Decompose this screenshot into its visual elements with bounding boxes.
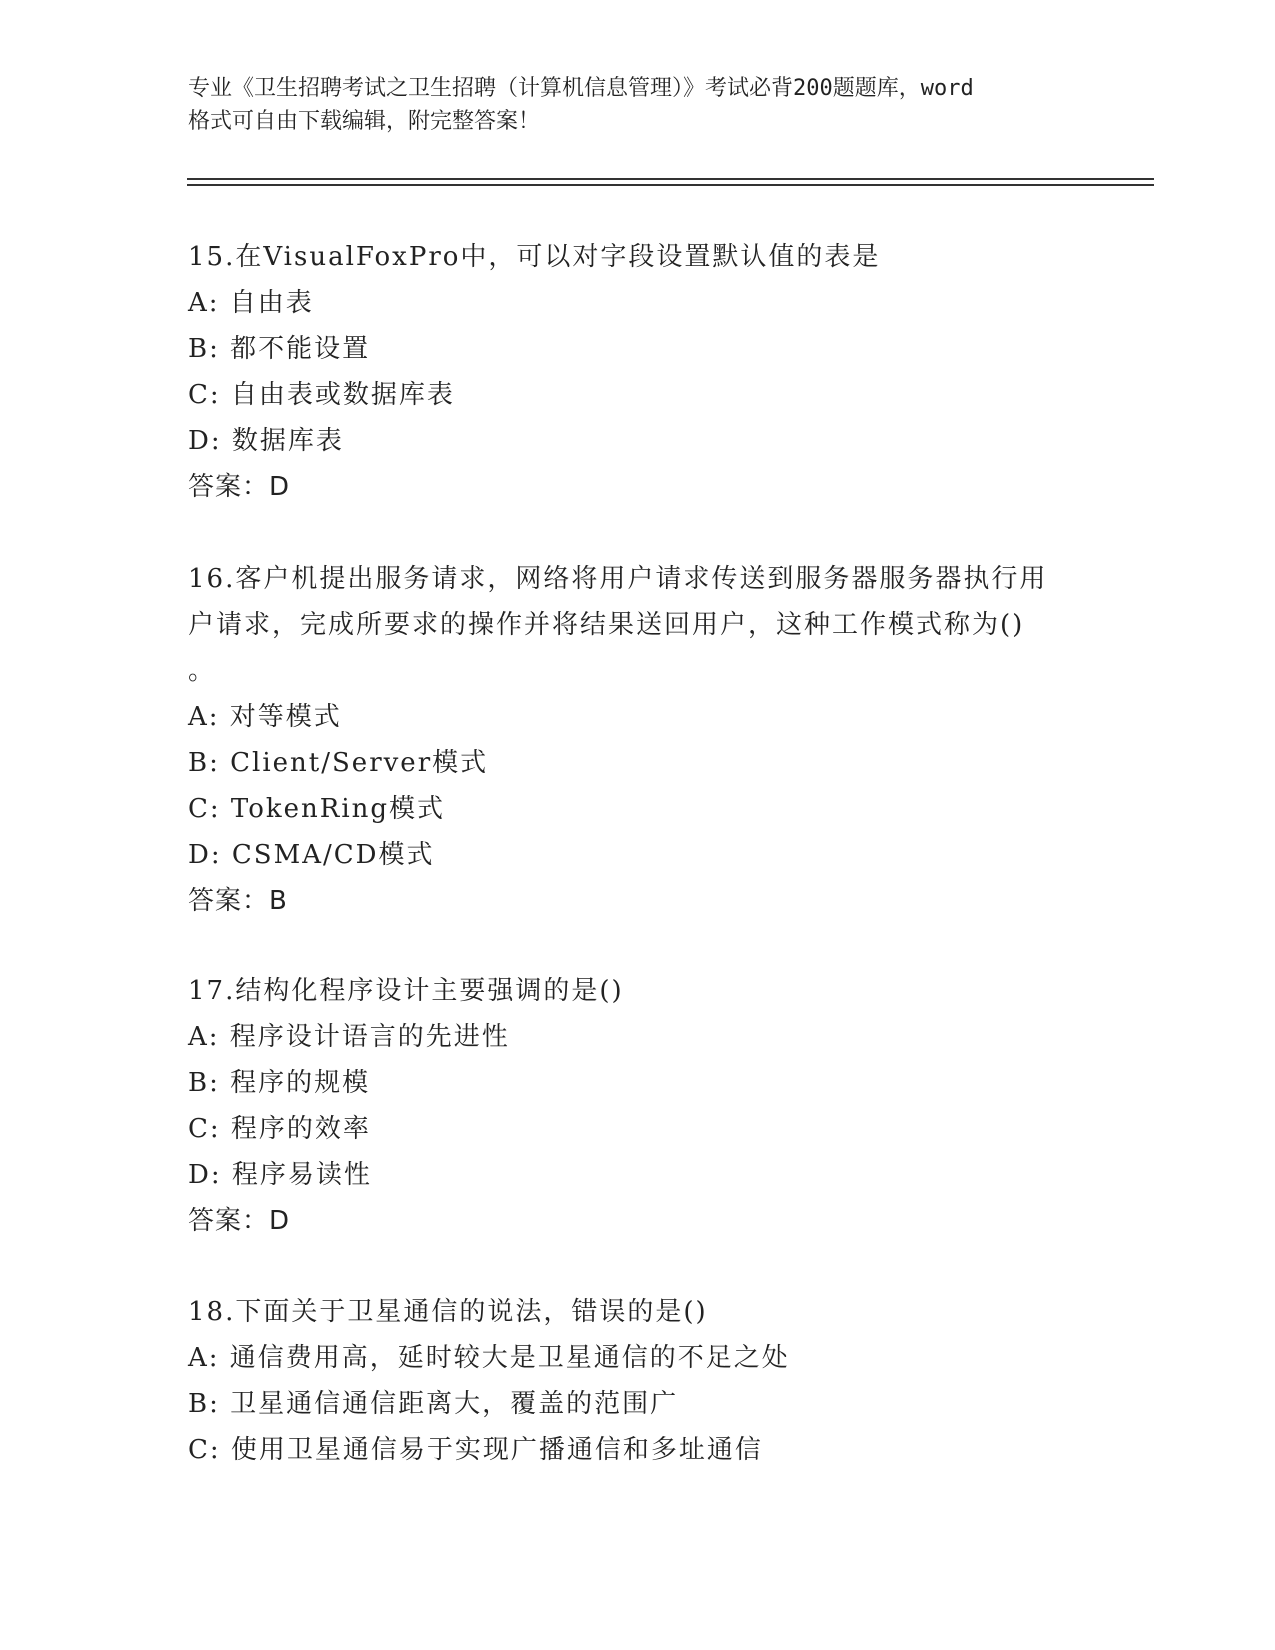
answer-line: 答案：D <box>188 1206 291 1236</box>
option-d: D: CSMA/CD模式 <box>188 840 435 870</box>
question-stem: 15.在VisualFoxPro中，可以对字段设置默认值的表是 <box>188 242 881 272</box>
question-stem: 16.客户机提出服务请求，网络将用户请求传送到服务器服务器执行用 <box>188 564 1048 594</box>
header-line: 专业《卫生招聘考试之卫生招聘（计算机信息管理）》考试必背200题题库，word <box>188 76 974 101</box>
header-line: 格式可自由下载编辑，附完整答案！ <box>188 109 541 134</box>
header-divider <box>187 178 1154 180</box>
option-c: C: 程序的效率 <box>188 1114 371 1144</box>
question-stem: 户请求，完成所要求的操作并将结果送回用户，这种工作模式称为() <box>188 610 1025 640</box>
option-c: C: 使用卫星通信易于实现广播通信和多址通信 <box>188 1435 763 1465</box>
option-b: B: 程序的规模 <box>188 1068 371 1098</box>
question-block <box>188 556 1047 924</box>
option-c: C: TokenRing模式 <box>188 794 446 824</box>
document-header <box>188 72 1088 138</box>
option-a: A: 自由表 <box>188 288 314 318</box>
option-d: D: 程序易读性 <box>188 1160 372 1190</box>
header-divider <box>187 184 1154 186</box>
option-b: B: 都不能设置 <box>188 334 371 364</box>
question-stem: 。 <box>188 656 217 686</box>
option-c: C: 自由表或数据库表 <box>188 380 455 410</box>
option-b: B: Client/Server模式 <box>188 748 489 778</box>
option-b: B: 卫星通信通信距离大，覆盖的范围广 <box>188 1389 679 1419</box>
question-block <box>188 968 624 1244</box>
option-a: A: 对等模式 <box>188 702 342 732</box>
answer-line: 答案：B <box>188 886 288 916</box>
answer-line: 答案：D <box>188 472 291 502</box>
question-block <box>188 1289 790 1473</box>
question-block <box>188 234 880 510</box>
option-a: A: 通信费用高，延时较大是卫星通信的不足之处 <box>188 1343 790 1373</box>
option-a: A: 程序设计语言的先进性 <box>188 1022 510 1052</box>
question-stem: 18.下面关于卫星通信的说法，错误的是() <box>188 1297 708 1327</box>
question-stem: 17.结构化程序设计主要强调的是() <box>188 976 624 1006</box>
option-d: D: 数据库表 <box>188 426 344 456</box>
